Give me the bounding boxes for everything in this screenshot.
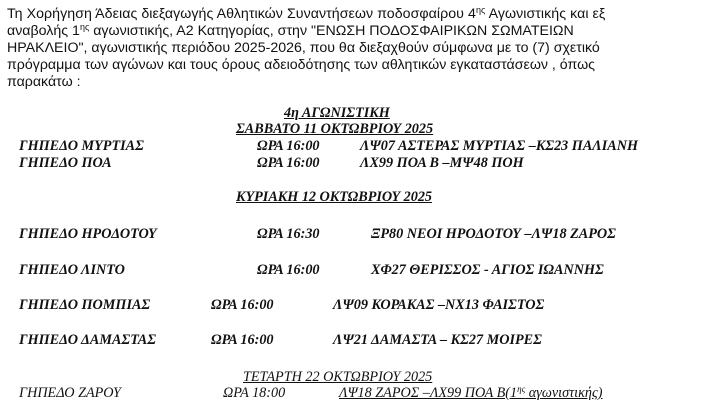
time-3: ΩΡΑ 16:30 — [257, 226, 320, 242]
venue-6: ΓΗΠΕΔΟ ΔΑΜΑΣΤΑΣ — [19, 332, 157, 348]
venue-1: ΓΗΠΕΔΟ ΜΥΡΤΙΑΣ — [19, 138, 144, 154]
time-2: ΩΡΑ 16:00 — [257, 155, 320, 171]
intro-line-2: αναβολής $1^{\eta\varsigma}$ αγωνιστικής, Α2 Κατηγορίας, στην "ΕΝΩΣΗ ΠΟΔΟΣΦΑΙΡΙΚΩΝ ΣΩΜΑΤΕΙΩΝ — [7, 22, 574, 39]
game-1: ΛΨ07 ΑΣΤΕΡΑΣ ΜΥΡΤΙΑΣ –ΚΣ23 ΠΑΛΙΑΝΗ — [360, 138, 639, 154]
game-2: ΛΧ99 ΠΟΑ Β –ΜΨ48 ΠΟΗ — [360, 155, 524, 171]
time-5: ΩΡΑ 16:00 — [211, 297, 274, 313]
intro-line-1: Τη Χορήγηση Άδειας διεξαγωγής Αθλητικών Συναντήσεων ποδοσφαίρου $4^{\eta\varsigma}$ Αγωνιστικής και εξ — [7, 5, 606, 22]
game-5: ΛΨ09 ΚΟΡΑΚΑΣ –ΝΧ13 ΦΑΙΣΤΟΣ — [333, 297, 545, 313]
day-title-sunday: ΚΥΡΙΑΚΗ 12 ΟΚΤΩΒΡΙΟΥ 2025 — [236, 189, 433, 205]
time-6: ΩΡΑ 16:00 — [211, 332, 274, 348]
game-3: ΞΡ80 ΝΕΟΙ ΗΡΟΔΟΤΟΥ –ΛΨ18 ΖΑΡΟΣ — [371, 226, 616, 242]
game-7: ΛΨ18 ΖΑΡΟΣ –ΛΧ99 ΠΟΑ $B(1^{\eta\varsigma}$ αγωνιστικής) — [339, 384, 603, 401]
game-6: ΛΨ21 ΔΑΜΑΣΤΑ – ΚΣ27 ΜΟΙΡΕΣ — [333, 332, 542, 348]
day-title-wednesday: ΤΕΤΑΡΤΗ 22 ΟΚΤΩΒΡΙΟΥ 2025 — [243, 369, 433, 385]
intro-line-3: ΗΡΑΚΛΕΙΟ", αγωνιστικής περιόδου 2025-2026, που θα διεξαχθούν σύμφωνα με το (7) σχετικό — [7, 40, 600, 56]
venue-2: ΓΗΠΕΔΟ ΠΟΑ — [19, 155, 112, 171]
intro-line-4: πρόγραμμα των αγώνων και τους όρους αδειοδότησης των αθλητικών εγκαταστάσεων , όπως — [7, 57, 596, 73]
round-title: 4η ΑΓΩΝΙΣΤΙΚΗ — [284, 105, 390, 121]
intro-line-5: παρακάτω : — [7, 74, 81, 90]
venue-3: ΓΗΠΕΔΟ ΗΡΟΔΟΤΟΥ — [19, 226, 157, 242]
time-1: ΩΡΑ 16:00 — [257, 138, 320, 154]
game-4: ΧΦ27 ΘΕΡΙΣΣΟΣ - ΑΓΙΟΣ ΙΩΑΝΝΗΣ — [371, 262, 604, 278]
venue-7: ΓΗΠΕΔΟ ΖΑΡΟΥ — [19, 385, 121, 401]
day-title-saturday: ΣΑΒΒΑΤΟ 11 ΟΚΤΩΒΡΙΟΥ 2025 — [236, 121, 434, 137]
time-4: ΩΡΑ 16:00 — [257, 262, 320, 278]
time-7: ΩΡΑ 18:00 — [223, 385, 286, 401]
venue-4: ΓΗΠΕΔΟ ΛΙΝΤΟ — [19, 262, 125, 278]
venue-5: ΓΗΠΕΔΟ ΠΟΜΠΙΑΣ — [19, 297, 151, 313]
